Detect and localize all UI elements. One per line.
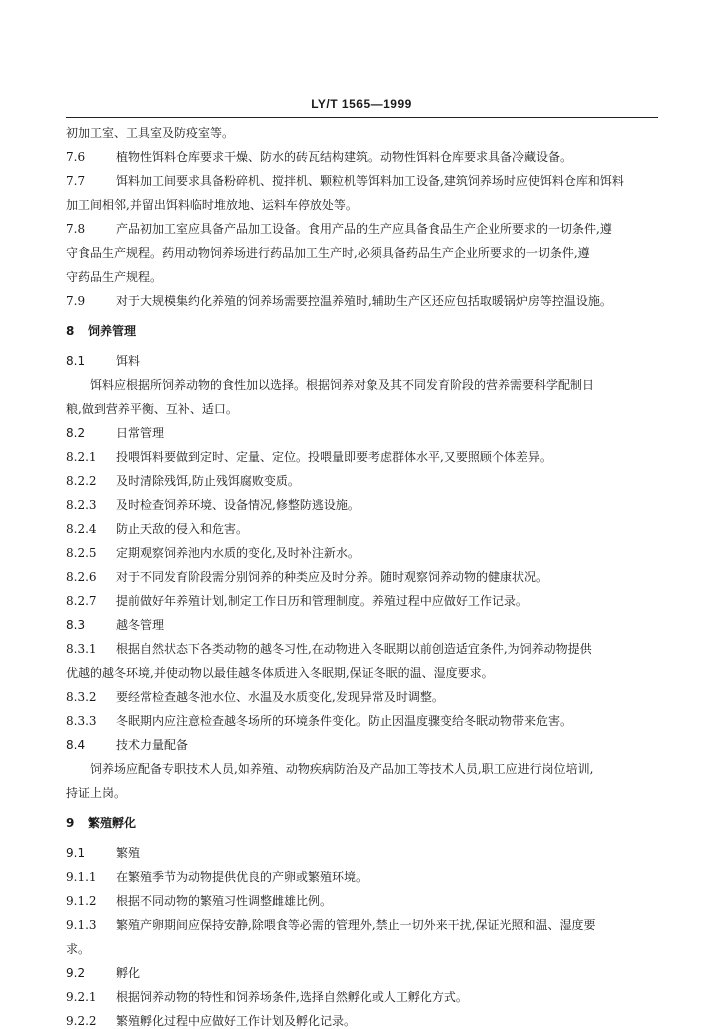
paragraph-line: 优越的越冬环境,并使动物以最佳越冬体质进入冬眠期,保证冬眠的温、湿度要求。 <box>66 666 494 680</box>
clause-9-1-3: 9.1.3 繁殖产卵期间应保持安静,除喂食等必需的管理外,禁止一切外来干扰,保证光照和温、湿度要 <box>66 918 596 932</box>
clause-9-1-2: 9.1.2 根据不同动物的繁殖习性调整雌雄比例。 <box>66 894 333 908</box>
clause-8-2-2: 8.2.2 及时清除残饵,防止残饵腐败变质。 <box>66 474 300 488</box>
clause-7-8: 7.8 产品初加工室应具备产品加工设备。食用产品的生产应具备食品生产企业所要求的一切条件,遵 <box>66 222 612 236</box>
paragraph-line: 守食品生产规程。药用动物饲养场进行药品加工生产时,必须具备药品生产企业所要求的一切条件,遵 <box>66 246 590 260</box>
clause-8-2: 8.2 日常管理 <box>66 426 165 440</box>
paragraph-line: 加工间相邻,并留出饵料临时堆放地、运料车停放处等。 <box>66 198 358 212</box>
clause-9-2-2: 9.2.2 繁殖孵化过程中应做好工作计划及孵化记录。 <box>66 1014 357 1028</box>
clause-8-3: 8.3 越冬管理 <box>66 618 165 632</box>
paragraph-line: 守药品生产规程。 <box>66 270 163 284</box>
clause-8-1: 8.1 饵料 <box>66 354 141 368</box>
clause-7-9: 7.9 对于大规模集约化养殖的饲养场需要控温养殖时,辅助生产区还应包括取暖锅炉房等控温设施。 <box>66 294 612 308</box>
clause-7-7: 7.7 饵料加工间要求具备粉碎机、搅拌机、颗粒机等饵料加工设备,建筑饲养场时应使饵料仓库和饵料 <box>66 174 624 188</box>
paragraph-line: 初加工室、工具室及防疫室等。 <box>66 126 235 140</box>
clause-8-2-4: 8.2.4 防止天敌的侵入和危害。 <box>66 522 249 536</box>
clause-9-1-1: 9.1.1 在繁殖季节为动物提供优良的产卵或繁殖环境。 <box>66 870 369 884</box>
clause-9-2: 9.2 孵化 <box>66 966 141 980</box>
clause-8-3-1: 8.3.1 根据自然状态下各类动物的越冬习性,在动物进入冬眠期以前创造适宜条件,为饲养动物提供 <box>66 642 592 656</box>
paragraph-line: 持证上岗。 <box>66 786 127 800</box>
clause-8-4: 8.4 技术力量配备 <box>66 738 189 752</box>
paragraph-line: 饲养场应配备专职技术人员,如养殖、动物疾病防治及产品加工等技术人员,职工应进行岗位培训, <box>90 762 594 776</box>
clause-8-3-3: 8.3.3 冬眠期内应注意检查越冬场所的环境条件变化。防止因温度骤变给冬眠动物带来危害。 <box>66 714 573 728</box>
clause-8-2-1: 8.2.1 投喂饵料要做到定时、定量、定位。投喂量即要考虑群体水平,又要照顾个体差异。 <box>66 450 552 464</box>
section-9-heading: 9 繁殖孵化 <box>66 816 137 830</box>
standard-code-header: LY/T 1565—1999 <box>311 97 412 111</box>
clause-7-6: 7.6 植物性饵料仓库要求干燥、防水的砖瓦结构建筑。动物性饵料仓库要求具备冷藏设备。 <box>66 150 573 164</box>
section-8-heading: 8 饲养管理 <box>66 324 137 338</box>
document-body <box>66 125 658 1029</box>
clause-8-3-2: 8.3.2 要经常检查越冬池水位、水温及水质变化,发现异常及时调整。 <box>66 690 444 704</box>
clause-8-2-6: 8.2.6 对于不同发育阶段需分别饲养的种类应及时分养。随时观察饲养动物的健康状况。 <box>66 570 549 584</box>
paragraph-line: 粮,做到营养平衡、互补、适口。 <box>66 402 238 416</box>
clause-8-2-7: 8.2.7 提前做好年养殖计划,制定工作日历和管理制度。养殖过程中应做好工作记录。 <box>66 594 528 608</box>
paragraph-line: 饵料应根据所饲养动物的食性加以选择。根据饲养对象及其不同发育阶段的营养需要科学配制日 <box>90 378 595 392</box>
paragraph-line: 求。 <box>66 942 91 956</box>
clause-8-2-3: 8.2.3 及时检查饲养环境、设备情况,修整防逃设施。 <box>66 498 360 512</box>
clause-8-2-5: 8.2.5 定期观察饲养池内水质的变化,及时补注新水。 <box>66 546 360 560</box>
clause-9-2-1: 9.2.1 根据饲养动物的特性和饲养场条件,选择自然孵化或人工孵化方式。 <box>66 990 468 1004</box>
header-divider <box>66 117 658 118</box>
clause-9-1: 9.1 繁殖 <box>66 846 141 860</box>
